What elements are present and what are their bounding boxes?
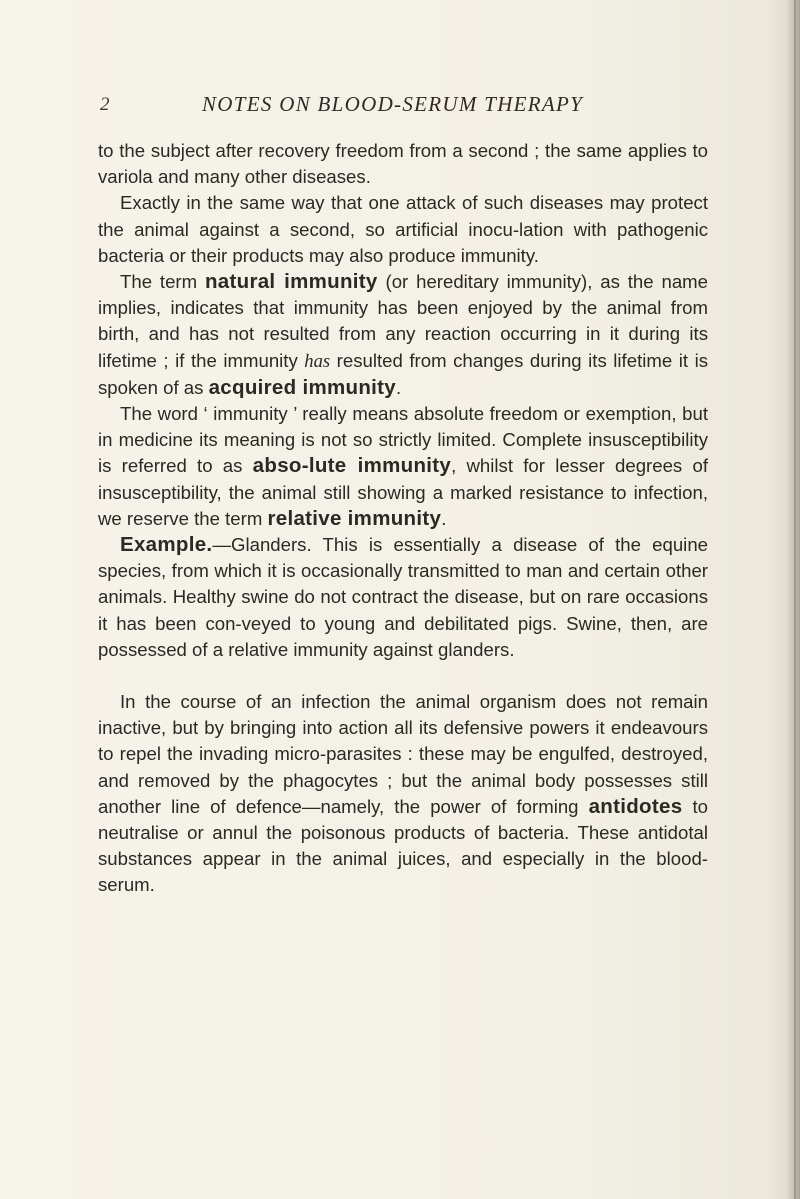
body-text	[98, 138, 708, 899]
running-head: NOTES ON BLOOD-SERUM THERAPY	[202, 92, 584, 116]
paragraph-3: The term natural immunity (or hereditary immunity), as the name implies, indicates that immunity has been enjoyed by the animal from birth, and has not resulted from any reaction occurring in it during its lifetime ; if the immunity has resulted from changes during its lifetime it is spoken of as acquired immunity.	[98, 270, 708, 399]
paragraph-2: Exactly in the same way that one attack of such diseases may protect the animal against a second, so artificial inocu-lation with pathogenic bacteria or their products may also produce immunity.	[98, 192, 708, 266]
page-header	[0, 92, 800, 122]
term-relative-immunity: relative immunity	[267, 506, 442, 530]
paragraph-6: In the course of an infection the animal organism does not remain inactive, but by bringing into action all its defensive powers it endeavours to repel the invading micro-parasites : these may be engulfed, destroyed, and removed by the phagocytes ; but the animal body possesses still another line of defence—namely, the power of forming antidotes to neutralise or annul the poisonous products of bacteria. These antidotal substances appear in the animal juices, and especially in the blood-serum.	[98, 691, 708, 896]
paragraph-1: to the subject after recovery freedom from a second ; the same applies to variola and many other diseases.	[98, 140, 708, 188]
term-absolute-immunity: abso-lute immunity	[252, 454, 452, 478]
page-edge-shadow	[786, 0, 800, 1199]
term-antidotes: antidotes	[588, 794, 683, 818]
italic-has: has	[304, 350, 331, 372]
term-acquired-immunity: acquired immunity	[208, 375, 396, 399]
page-number: 2	[100, 94, 110, 115]
term-natural-immunity: natural immunity	[204, 270, 378, 294]
page-edge-line	[794, 0, 796, 1199]
paragraph-4: The word ‘ immunity ’ really means absolute freedom or exemption, but in medicine its meaning is not so strictly limited. Complete insusceptibility is referred to as abso-lute immunity, whilst for lesser degrees of insusceptibility, the animal still showing a marked resistance to infection, we reserve the term relative immunity.	[98, 403, 708, 530]
term-example: Example.	[120, 533, 213, 557]
paragraph-5: Example.—Glanders. This is essentially a disease of the equine species, from which it is occasionally transmitted to man and certain other animals. Healthy swine do not contract the disease, but on rare occasions it has been con-veyed to young and debilitated pigs. Swine, then, are possessed of a relative immunity against glanders.	[98, 533, 708, 660]
